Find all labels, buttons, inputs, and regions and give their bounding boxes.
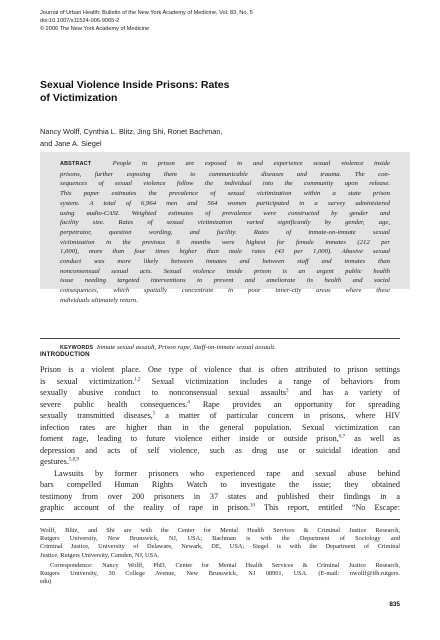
abstract-line: individuals ultimately return. (60, 296, 138, 304)
body-line: infection rates are higher than in the general population. Sexual victimization can (40, 422, 400, 432)
title-line: of Victimization (40, 91, 118, 104)
keywords (60, 344, 276, 351)
footnote-line: Justice, Rutgers University, Camden, NJ, USA. (40, 551, 160, 559)
body-line: Lawsuits by former prisoners who experienced rape and sexual abuse behind (54, 468, 400, 478)
page-number: 835 (389, 601, 400, 608)
abstract-line: prisons, further exposing them to communicable diseases and trauma. The con- (60, 170, 390, 178)
abstract-line: victimization in the previous 6 months were highest for female inmates (212 per (60, 238, 390, 246)
abstract-line: issue needing targeted interventions to prevent and ameliorate its health and social (60, 277, 390, 285)
journal-copyright: © 2006 The New York Academy of Medicine (40, 26, 150, 32)
article-title (40, 79, 420, 104)
body-line: severe public health consequences.$^4$ Rape provides an opportunity for spreading (40, 399, 400, 409)
abstract-label: ABSTRACT (60, 161, 92, 167)
abstract-line: perpetrator, question wording, and facility. Rates of inmate-on-inmate sexual (60, 228, 390, 236)
keywords-text: Inmate sexual assault, Prison rape, Staff-on-inmate sexual assault. (96, 344, 276, 351)
abstract-line: sequences of sexual violence follow the individual into the community upon release. (60, 180, 390, 188)
body-line: sexually transmitted diseases,$^5$ a matter of particular concern in prisons, where HIV (40, 411, 400, 420)
body-line: sexually abusive conduct to nonconsensual sexual assaults$^3$ and has a variety of (40, 388, 400, 397)
section-heading: INTRODUCTION (40, 351, 90, 358)
abstract-line: nonconsensual sexual acts. Sexual violence inside prison is an urgent public health (60, 267, 390, 275)
author-line: Nancy Wolff, Cynthia L. Blitz, Jing Shi, Ronet Bachman, (40, 127, 223, 136)
body-line: is sexual victimization.$^{1,2}$ Sexual victimization includes a range of behaviors from (40, 376, 400, 386)
journal-doi: doi:10.1007/s11524-006-9065-2 (40, 18, 120, 24)
correspondence-line: edu) (40, 578, 52, 586)
abstract-line: facility size. Rates of sexual victimization varied significantly by gender, age, (60, 219, 390, 227)
abstract-line: This paper estimates the prevalence of sexual victimization within a state prison (60, 190, 390, 198)
body-line: bars compelled Human Rights Watch to investigate the issue; they obtained (40, 480, 400, 489)
title-line: Sexual Violence Inside Prisons: Rates (40, 79, 230, 91)
footnote-line: Wolff, Blitz, and Shi are with the Center for Mental Health Services & Criminal Justice Research, (40, 527, 400, 534)
author-line: and Jane A. Siegel (40, 138, 102, 148)
body-line: graphic account of the reality of rape in prison.$^{10}$ This report, entitled “No Escape: (40, 503, 400, 512)
footnote-line: Rutgers University, New Brunswick, NJ, USA; Bachman is with the Department of Sociology and (40, 535, 400, 543)
body-line: gestures.$^{5,8,9}$ (40, 457, 79, 466)
footnote-divider (40, 519, 400, 520)
correspondence-line: Rutgers University, 30 College Avenue, New Brunswick, NJ 08901, USA. (E-mail: nwolff@ifh.rutgers. (40, 570, 400, 578)
journal-header (40, 9, 420, 33)
abstract-line: using audio-CASI. Weighted estimates of prevalence were constructed by gender and (60, 209, 390, 217)
abstract-line: consequences, which spatially concentrate in poor inner-city areas where these (60, 287, 390, 295)
footnotes (40, 527, 400, 586)
abstract-line: ABSTRACT People in prison are exposed to and experience sexual violence inside (60, 160, 390, 167)
body-text (40, 364, 400, 514)
abstract-box (40, 152, 410, 351)
body-line: depression and acts of self violence, such as drug use or suicidal ideation and (40, 445, 400, 455)
body-line: testimony from over 200 prisoners in 37 states and published their findings in a (40, 491, 400, 501)
section-divider (40, 338, 400, 339)
footnote-line: Criminal Justice, University of Delaware, Newark, DE, USA; Siegel is with the Department of Criminal (40, 543, 400, 551)
abstract-line: 1,000), more than four times higher than male rates (43 per 1,000). Abusive sexual (60, 248, 390, 256)
abstract-line: system. A total of 6,964 men and 564 women participated in a survey administered (60, 199, 390, 207)
keywords-label: KEYWORDS (60, 345, 94, 351)
body-line: Prison is a violent place. One type of violence that is often attributed to prison settings (40, 365, 400, 374)
body-line: foment rage, leading to future violence either inside or outside prison,$^{6,7}$ as well as (40, 434, 400, 443)
journal-citation: Journal of Urban Health: Bulletin of the New York Academy of Medicine, Vol. 83, No. 5 (40, 10, 253, 16)
abstract-text (60, 159, 390, 306)
author-list (40, 126, 420, 149)
correspondence-line: Correspondence: Nancy Wolff, PhD, Center for Mental Health Services & Criminal Justice Research, (50, 561, 400, 569)
abstract-line: conduct was more likely between inmates and between staff and inmates than (60, 258, 390, 266)
